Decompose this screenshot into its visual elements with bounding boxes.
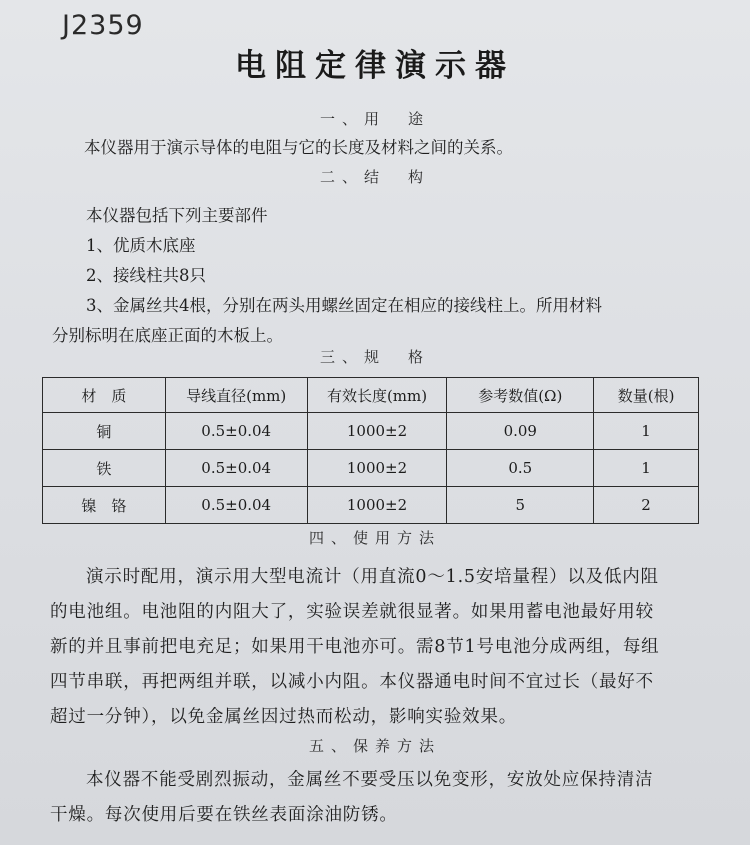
table-cell: 1000±2 xyxy=(307,487,447,524)
section-heading-maintenance: 五、保养方法 xyxy=(308,737,441,755)
usage-line: 演示时配用，演示用大型电流计（用直流0～1.5安培量程）以及低内阻 xyxy=(86,567,659,587)
purpose-text: 本仪器用于演示导体的电阻与它的长度及材料之间的关系。 xyxy=(84,138,513,157)
table-header-row xyxy=(43,378,699,413)
table-cell: 0.5 xyxy=(447,450,594,487)
table-cell: 0.5±0.04 xyxy=(165,413,307,450)
document-code: J2359 xyxy=(62,10,144,41)
table-cell: 1 xyxy=(594,450,699,487)
table-cell: 铜 xyxy=(43,413,166,450)
table-header-cell: 有效长度(mm) xyxy=(307,378,447,413)
table-header-cell: 材 质 xyxy=(43,378,166,413)
table-cell: 0.09 xyxy=(447,413,594,450)
usage-line: 的电池组。电池阻的内阻大了，实验误差就很显著。如果用蓄电池最好用较 xyxy=(50,602,654,622)
section-heading-structure: 二、结 构 xyxy=(319,168,430,186)
table-cell: 5 xyxy=(447,487,594,524)
table-cell: 1000±2 xyxy=(307,413,447,450)
table-header-cell: 导线直径(mm) xyxy=(165,378,307,413)
usage-line: 新的并且事前把电充足；如果用干电池亦可。需8节1号电池分成两组，每组 xyxy=(50,637,660,657)
usage-line: 超过一分钟），以免金属丝因过热而松动，影响实验效果。 xyxy=(50,707,518,727)
spec-table xyxy=(42,377,699,524)
table-cell: 0.5±0.04 xyxy=(165,487,307,524)
document-title: 电阻定律演示器 xyxy=(235,48,515,84)
table-header-cell: 数量(根) xyxy=(594,378,699,413)
table-row xyxy=(43,450,699,487)
maintenance-line: 本仪器不能受剧烈振动，金属丝不要受压以免变形，安放处应保持清洁 xyxy=(86,770,654,790)
structure-intro: 本仪器包括下列主要部件 xyxy=(86,206,268,225)
table-header-cell: 参考数值(Ω) xyxy=(447,378,594,413)
table-cell: 0.5±0.04 xyxy=(165,450,307,487)
table-cell: 2 xyxy=(594,487,699,524)
table-row xyxy=(43,413,699,450)
table-cell: 镍 铬 xyxy=(43,487,166,524)
table-cell: 1000±2 xyxy=(307,450,447,487)
maintenance-line: 干燥。每次使用后要在铁丝表面涂油防锈。 xyxy=(50,805,398,825)
structure-item-1: 1、优质木底座 xyxy=(86,236,196,255)
structure-item-3-line2: 分别标明在底座正面的木板上。 xyxy=(52,326,283,345)
structure-item-2: 2、接线柱共8只 xyxy=(86,266,206,285)
table-row xyxy=(43,487,699,524)
table-cell: 铁 xyxy=(43,450,166,487)
usage-line: 四节串联，再把两组并联，以减小内阻。本仪器通电时间不宜过长（最好不 xyxy=(50,672,654,692)
section-heading-usage: 四、使用方法 xyxy=(308,529,441,547)
structure-item-3-line1: 3、金属丝共4根，分别在两头用螺丝固定在相应的接线柱上。所用材料 xyxy=(86,296,602,315)
section-heading-spec: 三、规 格 xyxy=(319,348,430,366)
table-cell: 1 xyxy=(594,413,699,450)
section-heading-purpose: 一、用 途 xyxy=(319,110,430,128)
